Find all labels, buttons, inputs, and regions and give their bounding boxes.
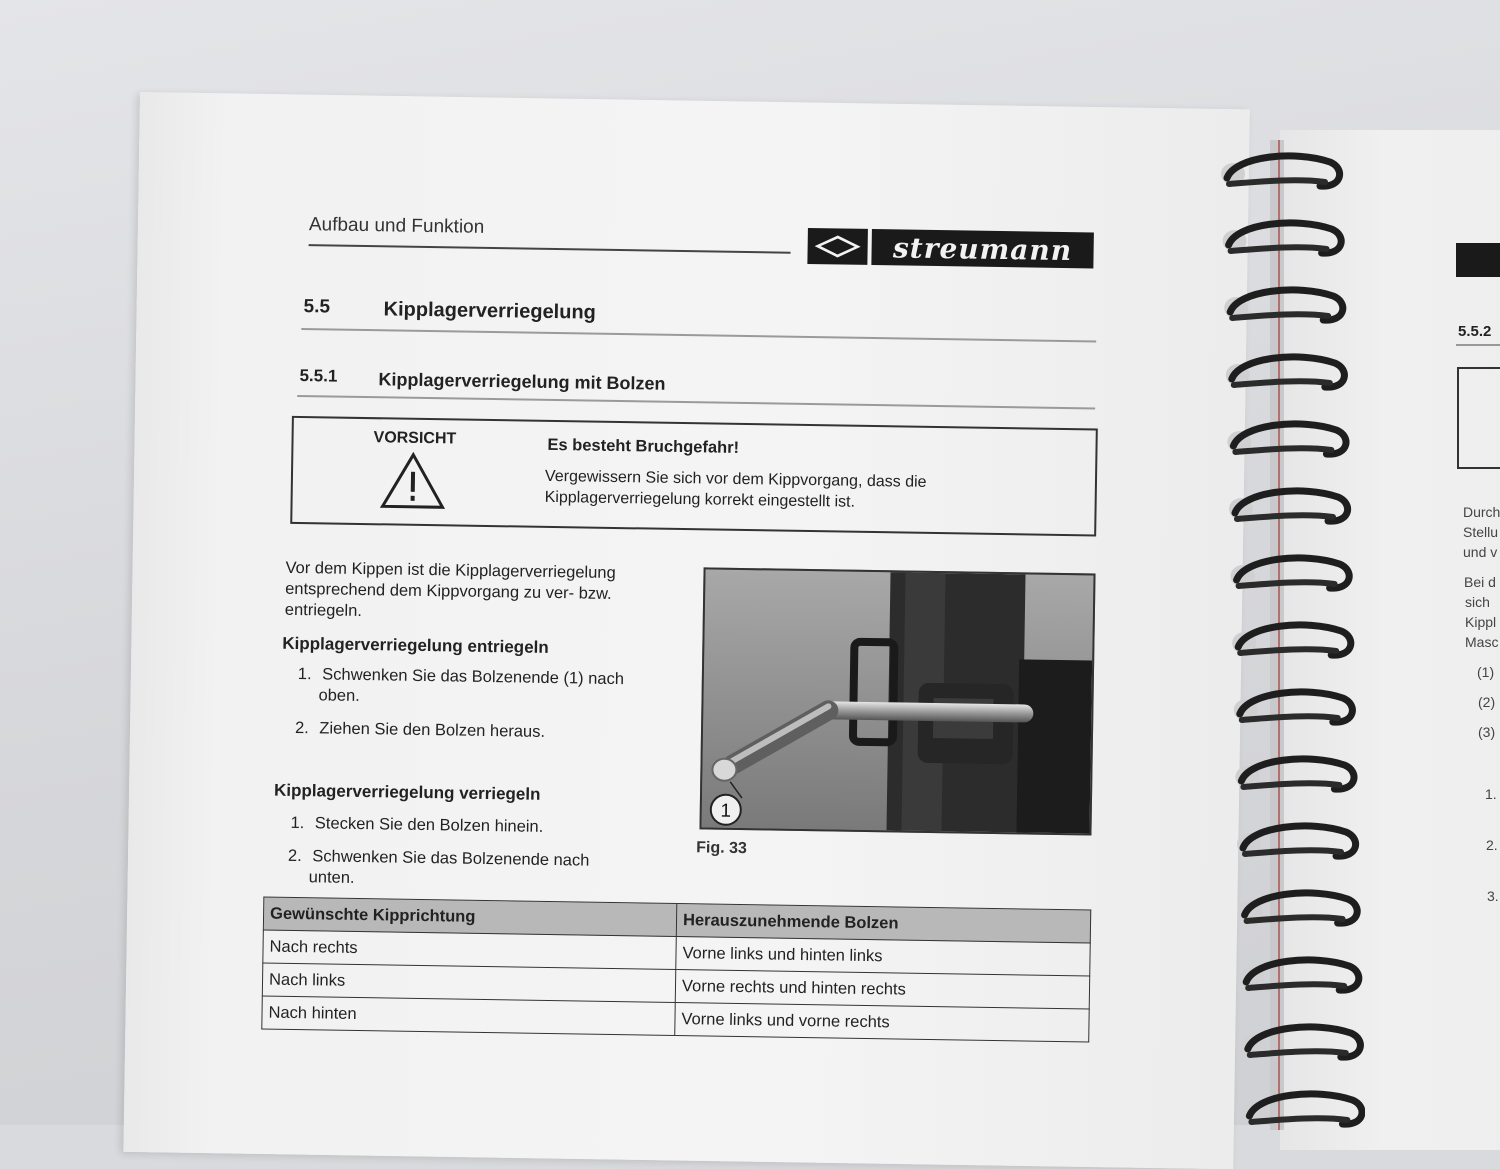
binding-coil: [1248, 984, 1344, 988]
brand-logo: [807, 228, 1094, 270]
right-step: 3.: [1487, 888, 1499, 904]
intro-paragraph: [285, 558, 686, 627]
subsection-number: 5.5.1: [299, 366, 338, 386]
warning-heading: Es besteht Bruchgefahr!: [547, 435, 740, 457]
section-rule: [301, 328, 1096, 342]
right-fragment: Masc: [1465, 634, 1499, 650]
pin-photo-illustration: [702, 569, 1094, 833]
emblem-diamond-icon: [812, 233, 862, 260]
table-cell: Nach rechts: [263, 930, 676, 969]
right-fragment: Bei d: [1464, 574, 1496, 590]
section-number: 5.5: [303, 296, 331, 318]
figure-callout: 1: [720, 800, 732, 822]
right-step: 1.: [1485, 786, 1497, 802]
binding-coil: [1234, 381, 1330, 385]
table-cell: Vorne rechts und hinten rechts: [675, 969, 1089, 1008]
table-cell: Vorne links und hinten links: [676, 936, 1090, 975]
warning-triangle-icon: [379, 451, 446, 510]
intro-line: entriegeln.: [284, 600, 363, 621]
header-rule: [309, 244, 791, 254]
step-text: Schwenken Sie das Bolzenende (1) nach: [322, 665, 625, 689]
warning-text: [545, 466, 1016, 515]
binding-coil: [1243, 783, 1339, 787]
step-number: 1.: [297, 665, 312, 684]
binding-coil: [1239, 582, 1335, 586]
subsection-rule: [297, 395, 1095, 410]
direction-table: [261, 897, 1091, 1043]
binding-coil: [1242, 716, 1338, 720]
step-text-cont: oben.: [318, 686, 360, 705]
table-cell: Nach hinten: [262, 996, 675, 1035]
column-header: Gewünschte Kipprichtung: [263, 897, 676, 936]
binding-coil: [1247, 917, 1343, 921]
binding-coil: [1229, 180, 1325, 184]
step-text: Ziehen Sie den Bolzen heraus.: [319, 719, 546, 741]
unlock-step-2: [295, 718, 685, 745]
binding-coil: [1250, 1051, 1346, 1055]
right-step: 2.: [1486, 837, 1498, 853]
binding-coil: [1251, 1118, 1347, 1122]
right-item: (1): [1477, 664, 1495, 680]
right-fragment: und v: [1463, 544, 1498, 560]
lock-step-2: [288, 846, 679, 894]
spiral-binding: [1215, 140, 1365, 1130]
step-text-cont: unten.: [308, 868, 355, 887]
lock-heading: Kipplagerverriegelung verriegeln: [273, 780, 541, 804]
table-cell: Nach links: [262, 963, 675, 1002]
right-fragment: Durch: [1463, 504, 1500, 520]
unlock-step-1: [297, 664, 688, 712]
emblem-icon: [807, 228, 868, 265]
column-header: Herauszunehmende Bolzen: [676, 904, 1090, 943]
right-section-number: 5.5.2: [1458, 323, 1492, 340]
binding-coil: [1232, 314, 1328, 318]
unlock-heading: Kipplagerverriegelung entriegeln: [282, 633, 549, 657]
intro-line: Vor dem Kippen ist die Kipplagerverriegelung: [285, 558, 616, 583]
binding-coil: [1237, 515, 1333, 519]
step-text: Stecken Sie den Bolzen hinein.: [314, 814, 544, 836]
section-title: Kipplagerverriegelung: [383, 298, 597, 324]
binding-coil: [1245, 850, 1341, 854]
right-fragment: Kippl: [1465, 614, 1497, 630]
binding-coil: [1235, 448, 1331, 452]
step-number: 1.: [290, 813, 305, 833]
figure-photo: [699, 567, 1095, 835]
figure-caption: Fig. 33: [696, 839, 748, 858]
lock-step-1: [290, 813, 680, 840]
right-item: (3): [1478, 724, 1496, 740]
brand-wordmark: [871, 229, 1094, 268]
binding-coil: [1240, 649, 1336, 653]
running-header: Aufbau und Funktion: [308, 214, 485, 238]
warning-label: VORSICHT: [373, 429, 457, 448]
right-fragment: sich: [1465, 594, 1490, 610]
step-number: 2.: [287, 846, 302, 866]
brand-name: streumann: [892, 230, 1073, 267]
intro-line: entsprechend dem Kippvorgang zu ver- bzw.: [285, 579, 612, 603]
right-item: (2): [1478, 694, 1496, 710]
step-text: Schwenken Sie das Bolzenende nach: [312, 847, 590, 870]
binding-coil: [1231, 247, 1327, 251]
step-number: 2.: [294, 718, 309, 738]
warning-line: Vergewissern Sie sich vor dem Kippvorgang, dass die: [544, 467, 927, 491]
subsection-title: Kipplagerverriegelung mit Bolzen: [378, 369, 666, 394]
warning-line: Kipplagerverriegelung korrekt eingestellt ist.: [544, 488, 856, 511]
right-fragment: Stellu: [1463, 524, 1499, 540]
table-cell: Vorne links und vorne rechts: [675, 1002, 1089, 1041]
